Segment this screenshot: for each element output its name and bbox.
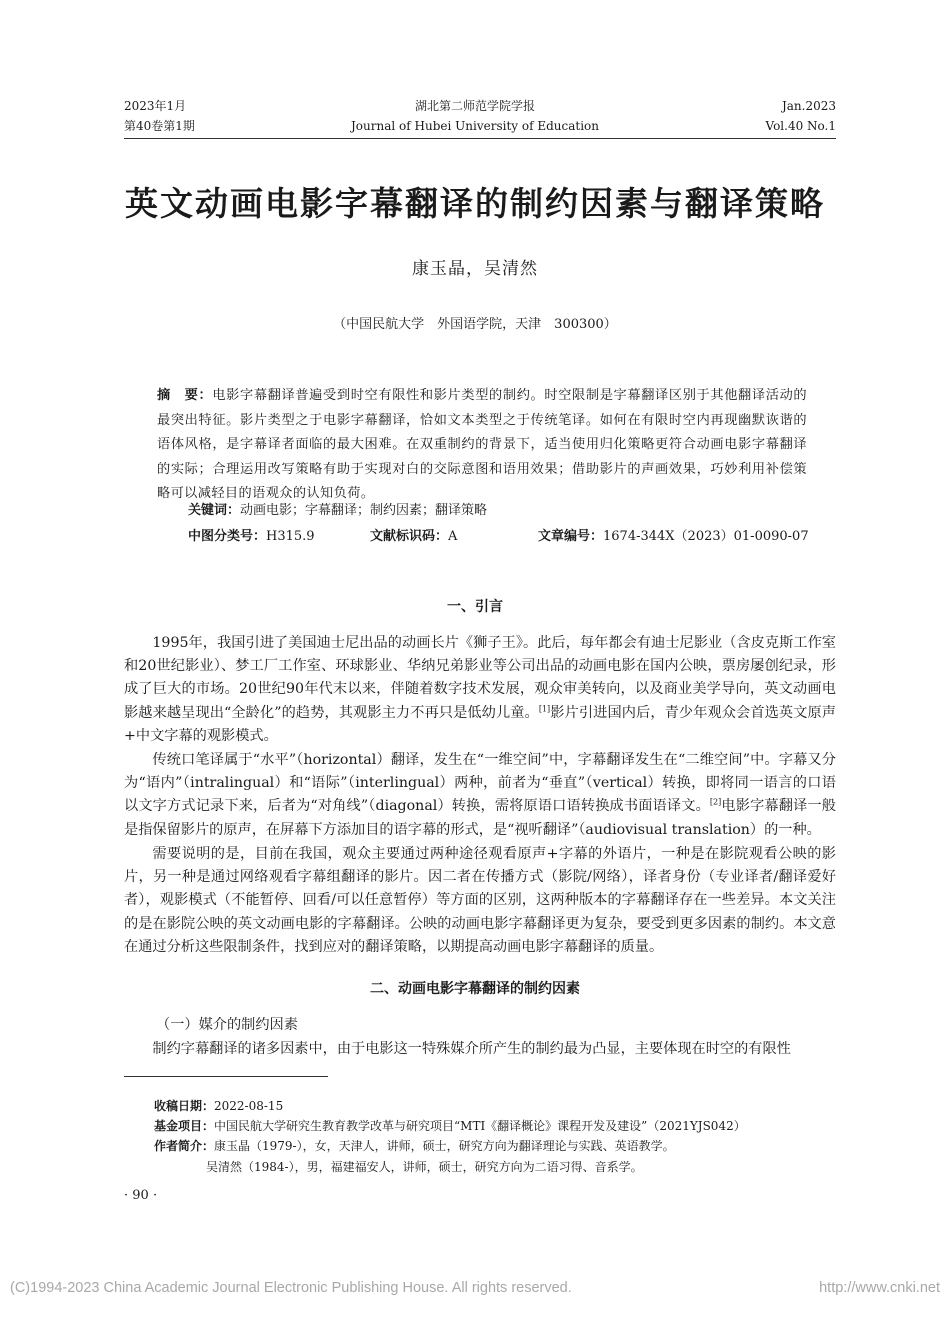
abstract-text: 电影字幕翻译普遍受到时空有限性和影片类型的制约。时空限制是字幕翻译区别于其他翻译活动的最突出特征。影片类型之于电影字幕翻译，恰如文本类型之于传统笔译。如何在有限时空内再现幽默诙谐的语体风格，是字幕译者面临的最大困难。在双重制约的背景下，适当使用归化策略更符合动画电影字幕翻译的实际；合理运用改写策略有助于实现对白的交际意图和语用效果；借助影片的声画效果，巧妙利用补偿策略可以减轻目的语观众的认知负荷。 xyxy=(157,388,807,501)
author-bio-1: 康玉晶（1979-），女，天津人，讲师，硕士，研究方向为翻译理论与实践、英语教学。 xyxy=(214,1139,675,1153)
paragraph-2-text-a: 传统口笔译属于“水平”（horizontal）翻译，发生在“一维空间”中，字幕翻译发生在“二维空间”中。字幕又分为“语内”（intralingual）和“语际”（interlingual）两种，前者为“垂直”（vertical）转换，即将同一语言的口语以文字方式记录下来，后者为“对角线”（diagonal）转换，需将原语口语转换成书面语译文。 xyxy=(124,752,836,815)
subsection-heading-media: （一）媒介的制约因素 xyxy=(156,1017,298,1033)
cnki-url: http://www.cnki.net xyxy=(819,1280,940,1296)
footnote-author-1 xyxy=(154,1136,844,1157)
paragraph-1-text-b: 影片引进国内后，青少年观众会首选英文原声+中文字幕的观影模式。 xyxy=(124,704,836,744)
journal-name-cn: 湖北第二师范学院学报 xyxy=(414,99,535,113)
citation-2: [2] xyxy=(709,797,722,807)
section-heading-introduction: 一、引言 xyxy=(447,599,503,615)
paragraph-1 xyxy=(124,632,836,748)
running-header-right xyxy=(766,96,837,136)
article-number xyxy=(538,526,809,548)
footnote-author-2: 吴清然（1984-），男，福建福安人，讲师，硕士，研究方向为二语习得、音系学。 xyxy=(206,1160,643,1174)
citation-1: [1] xyxy=(538,703,551,713)
paragraph-3-text: 需要说明的是，目前在我国，观众主要通过两种途径观看原声+字幕的外语片，一种是在影院观看公映的影片，另一种是通过网络观看字幕组翻译的影片。因二者在传播方式（影院/网络），译者身份（专业译者/翻译爱好者），观影模式（不能暂停、回看/可以任意暂停）等方面的区别，这两种版本的字幕翻译存在一些差异。本文关注的是在影院公映的英文动画电影的字幕翻译。公映的动画电影字幕翻译更为复杂，要受到更多因素的制约。本文意在通过分析这些限制条件，找到应对的翻译策略，以期提高动画电影字幕翻译的质量。 xyxy=(124,846,836,955)
page-number: · 90 · xyxy=(124,1188,158,1203)
clc-number xyxy=(188,526,315,548)
abstract-label: 摘 要： xyxy=(157,388,213,403)
section-heading-constraints: 二、动画电影字幕翻译的制约因素 xyxy=(370,981,580,997)
received-date: 2022-08-15 xyxy=(214,1099,284,1113)
footnote-divider xyxy=(124,1076,328,1077)
issue-date-en: Jan.2023 xyxy=(781,99,836,113)
clc-label: 中图分类号： xyxy=(188,529,267,544)
running-header-left xyxy=(124,96,195,136)
abstract xyxy=(157,384,807,507)
fund-label: 基金项目： xyxy=(154,1119,215,1133)
footnote-fund xyxy=(154,1116,844,1137)
paragraph-4-text: 制约字幕翻译的诸多因素中，由于电影这一特殊媒介所产生的制约最为凸显，主要体现在时空的有限性 xyxy=(152,1041,791,1057)
article-number-label: 文章编号： xyxy=(538,529,604,544)
paragraph-2 xyxy=(124,749,836,842)
paper-title: 英文动画电影字幕翻译的制约因素与翻译策略 xyxy=(125,184,825,223)
keywords-label: 关键词： xyxy=(188,503,241,518)
paragraph-1-text-a: 1995年，我国引进了美国迪士尼出品的动画长片《狮子王》。此后，每年都会有迪士尼影业（含皮克斯工作室和20世纪影业）、梦工厂工作室、环球影业、华纳兄弟影业等公司出品的动画电影在国内公映，票房屡创纪录，形成了巨大的市场。20世纪90年代末以来，伴随着数字技术发展，观众审美转向，以及商业美学导向，英文动画电影越来越呈现出“全龄化”的趋势，其观影主力不再只是低幼儿童。 xyxy=(124,635,836,721)
copyright-watermark xyxy=(10,1278,940,1298)
clc-value: H315.9 xyxy=(266,529,315,544)
header-divider xyxy=(124,138,836,139)
author-affiliation: （中国民航大学 外国语学院，天津 300300） xyxy=(333,317,617,332)
copyright-text: (C)1994-2023 China Academic Journal Electronic Publishing House. All rights reserved. xyxy=(10,1280,572,1296)
paragraph-3 xyxy=(124,843,836,959)
paper-authors: 康玉晶，吴清然 xyxy=(412,259,538,279)
footnote-received xyxy=(154,1096,844,1117)
document-code xyxy=(370,526,457,548)
author-bio-label: 作者简介： xyxy=(154,1139,215,1153)
volume-issue-en: Vol.40 No.1 xyxy=(765,119,836,133)
keywords-text: 动画电影；字幕翻译；制约因素；翻译策略 xyxy=(240,503,488,518)
doc-code-value: A xyxy=(448,529,458,544)
journal-name-en: Journal of Hubei University of Education xyxy=(351,119,599,133)
keywords xyxy=(188,500,808,522)
running-header-center xyxy=(300,96,650,136)
paragraph-4 xyxy=(124,1038,836,1061)
article-number-value: 1674-344X（2023）01-0090-07 xyxy=(603,529,809,544)
paragraph-2-text-b: 电影字幕翻译一般是指保留影片的原声，在屏幕下方添加目的语字幕的形式，是“视听翻译”（audiovisual translation）的一种。 xyxy=(124,798,836,838)
received-label: 收稿日期： xyxy=(154,1099,215,1113)
doc-code-label: 文献标识码： xyxy=(370,529,449,544)
volume-issue: 第40卷第1期 xyxy=(124,119,195,133)
fund-project: 中国民航大学研究生教育教学改革与研究项目“MTI《翻译概论》课程开发及建设”（2021YJS042） xyxy=(214,1119,746,1133)
issue-date: 2023年1月 xyxy=(124,99,187,113)
